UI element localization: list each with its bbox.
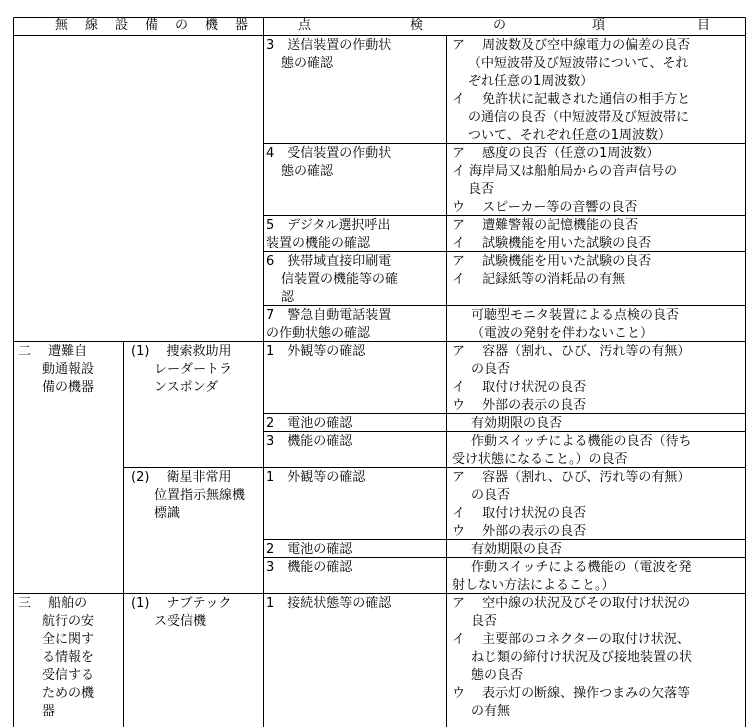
row-item-line: の作動状態の確認	[266, 326, 371, 341]
item-detail-line: イ 取付け状況の良否	[452, 506, 587, 521]
item-detail-line: ア 空中線の状況及びその取付け状況の	[452, 596, 691, 611]
item-detail-line: 作動スイッチによる機能の（電波を発	[471, 560, 692, 575]
item-label: 1 接続状態等の確認	[266, 596, 392, 611]
row-detail-line: ア 感度の良否（任意の1周波数）	[452, 146, 660, 161]
row-item-line: 信装置の機能等の確	[281, 272, 399, 287]
device-name-line: ンスポンダ	[154, 380, 219, 395]
row-detail-line: ア 遭難警報の記憶機能の良否	[452, 218, 639, 233]
header-equipment-char: 備	[145, 18, 159, 33]
item-label: 1 外観等の確認	[266, 470, 366, 485]
row-item-line: 態の確認	[281, 164, 334, 179]
item-label: 3 機能の確認	[266, 560, 353, 575]
section-title-line: 全に関す	[42, 632, 95, 647]
item-label: 3 機能の確認	[266, 434, 353, 449]
item-detail-line: イ 取付け状況の良否	[452, 380, 587, 395]
section-title-line: 三 船舶の	[18, 596, 88, 611]
section-title-line: 二 遭難自	[18, 344, 88, 359]
item-detail-line: ウ 外部の表示の良否	[452, 398, 587, 413]
header-inspection-char: の	[493, 18, 507, 33]
row-detail-line: の通信の良否（中短波帯及び短波帯に	[468, 110, 690, 125]
device-name-line: レーダートラ	[154, 362, 233, 377]
header-inspection-char: 検	[410, 18, 424, 33]
header-equipment-char: 線	[85, 18, 99, 33]
row-detail-line: （電波の発射を伴わないこと）	[471, 326, 654, 341]
section-title-line: ための機	[42, 686, 95, 701]
item-detail-line: の良否	[471, 488, 511, 503]
row-detail-line: ウ スピーカー等の音響の良否	[452, 200, 638, 215]
row-detail-line: イ 記録紙等の消耗品の有無	[452, 272, 626, 287]
item-detail-line: 有効期限の良否	[471, 416, 563, 431]
row-detail-line: ついて、それぞれ任意の1周波数）	[468, 128, 672, 143]
header-equipment-char: の	[175, 18, 189, 33]
item-label: 1 外観等の確認	[266, 344, 366, 359]
device-name-line: (1) 捜索救助用	[131, 344, 232, 359]
row-item-line: 認	[281, 290, 295, 305]
row-detail-line: イ 免許状に記載された通信の相手方と	[452, 92, 691, 107]
row-detail-line: ア 試験機能を用いた試験の良否	[452, 254, 652, 269]
header-inspection-char: 項	[592, 18, 606, 33]
item-detail-line: イ 主要部のコネクターの取付け状況、	[452, 632, 690, 647]
item-detail-line: 良否	[471, 614, 498, 629]
item-detail-line: 射しない方法によること。）	[452, 578, 615, 593]
row-item-line: 態の確認	[281, 56, 334, 71]
row-item-line: 4 受信装置の作動状	[266, 146, 392, 161]
item-detail-line: ウ 表示灯の断線、操作つまみの欠落等	[452, 686, 691, 701]
row-item-line: 6 狭帯域直接印刷電	[266, 254, 392, 269]
row-detail-line: 可聴型モニタ装置による点検の良否	[471, 308, 680, 323]
row-detail-line: イ 海岸局又は船舶局からの音声信号の	[452, 164, 678, 179]
section-title-line: 備の機器	[42, 380, 95, 395]
header-equipment-char: 器	[235, 18, 249, 33]
header-inspection-char: 点	[298, 18, 312, 33]
row-item-line: 装置の機能の確認	[266, 236, 371, 251]
row-detail-line: 良否	[468, 182, 495, 197]
item-label: 2 電池の確認	[266, 542, 353, 557]
row-item-line: 7 警急自動電話装置	[266, 308, 392, 323]
section-title-line: 航行の安	[42, 614, 95, 629]
item-detail-line: ア 容器（割れ、ひび、汚れ等の有無）	[452, 470, 691, 485]
row-detail-line: （中短波帯及び短波帯について、それ	[468, 56, 689, 71]
item-detail-line: 受け状態になること。）の良否	[452, 452, 628, 467]
item-detail-line: ウ 外部の表示の良否	[452, 524, 587, 539]
item-detail-line: の有無	[471, 704, 511, 719]
header-equipment-char: 機	[205, 18, 219, 33]
item-detail-line: 態の良否	[471, 668, 524, 683]
device-name-line: ス受信機	[154, 614, 207, 629]
item-label: 2 電池の確認	[266, 416, 353, 431]
section-title-line: 動通報設	[42, 362, 95, 377]
section-title-line: 受信する	[42, 668, 95, 683]
item-detail-line: ねじ類の締付け状況及び接地装置の状	[471, 650, 693, 665]
section-title-line: る情報を	[42, 650, 95, 665]
device-name-line: (2) 衛星非常用	[131, 470, 232, 485]
row-item-line: 3 送信装置の作動状	[266, 38, 392, 53]
header-inspection-char: 目	[697, 18, 711, 33]
item-detail-line: 作動スイッチによる機能の良否（待ち	[471, 434, 692, 449]
device-name-line: (1) ナブテック	[131, 596, 232, 611]
section-title-line: 器	[42, 704, 56, 719]
header-equipment-char: 設	[115, 18, 129, 33]
item-detail-line: ア 容器（割れ、ひび、汚れ等の有無）	[452, 344, 691, 359]
header-equipment-char: 無	[55, 18, 69, 33]
row-detail-line: イ 試験機能を用いた試験の良否	[452, 236, 652, 251]
device-name-line: 標識	[154, 506, 181, 521]
device-name-line: 位置指示無線機	[154, 488, 246, 503]
item-detail-line: の良否	[471, 362, 511, 377]
item-detail-line: 有効期限の良否	[471, 542, 563, 557]
row-detail-line: ぞれ任意の1周波数）	[468, 74, 594, 89]
row-detail-line: ア 周波数及び空中線電力の偏差の良否	[452, 38, 691, 53]
row-item-line: 5 デジタル選択呼出	[266, 218, 391, 233]
